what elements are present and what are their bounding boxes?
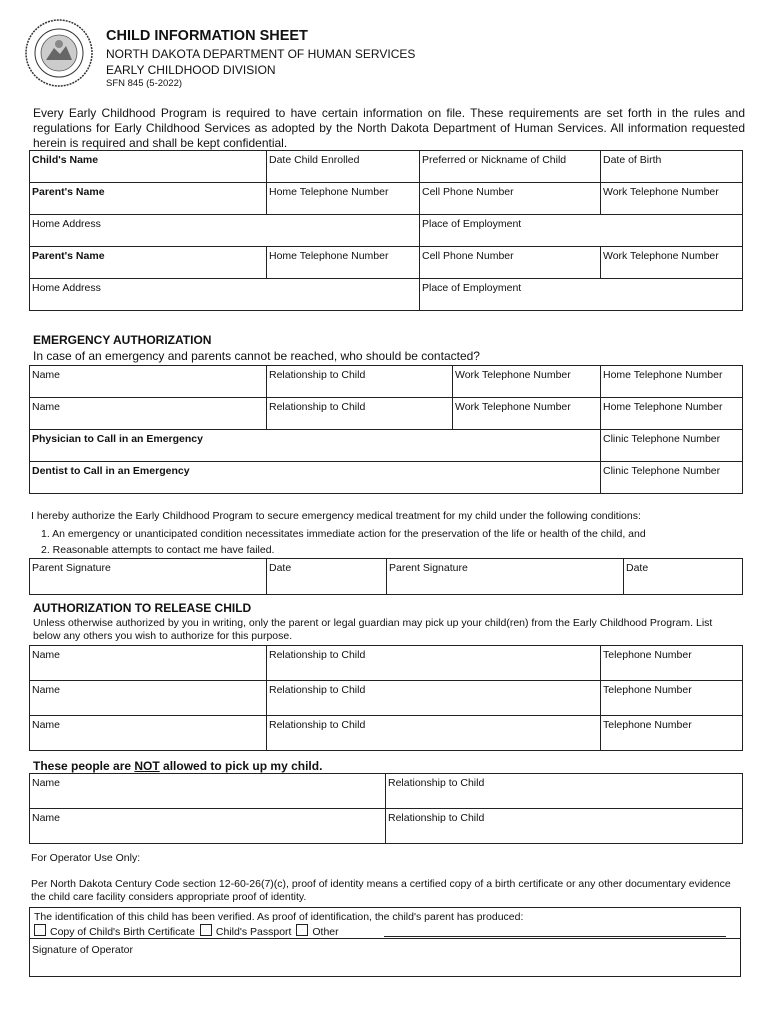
other-text-line[interactable]	[384, 936, 726, 937]
other-label: Other	[312, 926, 339, 938]
passport-label: Child's Passport	[215, 926, 292, 938]
release1-name-field[interactable]: Name	[30, 646, 267, 681]
release3-name-field[interactable]: Name	[30, 716, 267, 751]
nickname-field[interactable]: Preferred or Nickname of Child	[420, 151, 601, 183]
parent1-home-phone-field[interactable]: Home Telephone Number	[267, 183, 420, 215]
not-allowed-heading-not: NOT	[134, 759, 160, 773]
birth-cert-checkbox[interactable]	[34, 924, 46, 936]
not-allowed2-relationship-field[interactable]: Relationship to Child	[386, 809, 743, 844]
not-allowed-table	[29, 773, 743, 844]
release1-phone-field[interactable]: Telephone Number	[601, 646, 743, 681]
dob-field[interactable]: Date of Birth	[601, 151, 743, 183]
division-name: EARLY CHILDHOOD DIVISION	[106, 63, 276, 77]
emergency1-home-phone-field[interactable]: Home Telephone Number	[601, 366, 743, 398]
release2-relationship-field[interactable]: Relationship to Child	[267, 681, 601, 716]
parent2-signature-field[interactable]: Parent Signature	[387, 559, 624, 595]
verification-box	[29, 907, 741, 977]
parent1-work-phone-field[interactable]: Work Telephone Number	[601, 183, 743, 215]
release-text: Unless otherwise authorized by you in writing, only the parent or legal guardian may pick up your child(ren) from the Early Childhood Program. List below any others you wish to authorize for this purpose.	[33, 617, 713, 642]
passport-checkbox[interactable]	[200, 924, 212, 936]
parent2-date-field[interactable]: Date	[624, 559, 743, 595]
not-allowed-heading	[33, 759, 322, 773]
date-enrolled-field[interactable]: Date Child Enrolled	[267, 151, 420, 183]
release-heading: AUTHORIZATION TO RELEASE CHILD	[33, 601, 252, 615]
condition-2: 2. Reasonable attempts to contact me have failed.	[41, 544, 275, 556]
not-allowed1-relationship-field[interactable]: Relationship to Child	[386, 774, 743, 809]
medical-authorization-text: I hereby authorize the Early Childhood Program to secure emergency medical treatment for my child under the following conditions:	[31, 510, 641, 522]
physician-phone-field[interactable]: Clinic Telephone Number	[601, 430, 743, 462]
verified-text: The identification of this child has been verified. As proof of identification, the child's parent has produced:	[34, 911, 524, 923]
release-table	[29, 645, 743, 751]
parent2-employment-field[interactable]: Place of Employment	[420, 279, 743, 311]
parent2-work-phone-field[interactable]: Work Telephone Number	[601, 247, 743, 279]
verification-divider	[30, 938, 740, 939]
childs-name-field[interactable]: Child's Name	[30, 151, 267, 183]
not-allowed2-name-field[interactable]: Name	[30, 809, 386, 844]
parent2-home-phone-field[interactable]: Home Telephone Number	[267, 247, 420, 279]
department-name: NORTH DAKOTA DEPARTMENT OF HUMAN SERVICES	[106, 47, 416, 61]
release2-phone-field[interactable]: Telephone Number	[601, 681, 743, 716]
parent2-cell-phone-field[interactable]: Cell Phone Number	[420, 247, 601, 279]
parent2-name-field[interactable]: Parent's Name	[30, 247, 267, 279]
emergency-heading: EMERGENCY AUTHORIZATION	[33, 333, 212, 347]
release3-relationship-field[interactable]: Relationship to Child	[267, 716, 601, 751]
emergency1-name-field[interactable]: Name	[30, 366, 267, 398]
physician-field[interactable]: Physician to Call in an Emergency	[30, 430, 601, 462]
parent1-date-field[interactable]: Date	[267, 559, 387, 595]
other-checkbox[interactable]	[296, 924, 308, 936]
emergency2-home-phone-field[interactable]: Home Telephone Number	[601, 398, 743, 430]
state-seal-icon	[24, 18, 94, 88]
release3-phone-field[interactable]: Telephone Number	[601, 716, 743, 751]
operator-law-text: Per North Dakota Century Code section 12-60-26(7)(c), proof of identity means a certified copy of a birth certificate or any other documentary evidence the child care facility considers appropriate proof of identity.	[31, 878, 731, 903]
parent1-address-field[interactable]: Home Address	[30, 215, 420, 247]
birth-cert-label: Copy of Child's Birth Certificate	[50, 926, 195, 938]
emergency1-work-phone-field[interactable]: Work Telephone Number	[453, 366, 601, 398]
dentist-phone-field[interactable]: Clinic Telephone Number	[601, 462, 743, 494]
parent2-address-field[interactable]: Home Address	[30, 279, 420, 311]
signature-table	[29, 558, 743, 595]
release2-name-field[interactable]: Name	[30, 681, 267, 716]
emergency2-relationship-field[interactable]: Relationship to Child	[267, 398, 453, 430]
condition-1: 1. An emergency or unanticipated condition necessitates immediate action for the preservation of the life or health of the child, and	[41, 528, 646, 540]
form-number: SFN 845 (5-2022)	[106, 78, 183, 89]
parent1-cell-phone-field[interactable]: Cell Phone Number	[420, 183, 601, 215]
parent1-employment-field[interactable]: Place of Employment	[420, 215, 743, 247]
id-options	[32, 924, 339, 939]
emergency1-relationship-field[interactable]: Relationship to Child	[267, 366, 453, 398]
intro-text: Every Early Childhood Program is required to have certain information on file. These requirements are set forth in the rules and regulations for Early Childhood Services as adopted by the North Dakota Department of Human Services. All information requested herein is required and shall be kept confidential.	[33, 106, 745, 150]
parent1-name-field[interactable]: Parent's Name	[30, 183, 267, 215]
operator-signature-field[interactable]: Signature of Operator	[32, 944, 133, 956]
emergency-question: In case of an emergency and parents cannot be reached, who should be contacted?	[33, 349, 480, 363]
not-allowed-heading-pre: These people are	[33, 759, 135, 773]
emergency2-name-field[interactable]: Name	[30, 398, 267, 430]
release1-relationship-field[interactable]: Relationship to Child	[267, 646, 601, 681]
emergency-table	[29, 365, 743, 494]
not-allowed1-name-field[interactable]: Name	[30, 774, 386, 809]
dentist-field[interactable]: Dentist to Call in an Emergency	[30, 462, 601, 494]
emergency2-work-phone-field[interactable]: Work Telephone Number	[453, 398, 601, 430]
parent1-signature-field[interactable]: Parent Signature	[30, 559, 267, 595]
child-info-table	[29, 150, 743, 311]
operator-heading: For Operator Use Only:	[31, 852, 141, 864]
form-title: CHILD INFORMATION SHEET	[106, 28, 308, 44]
not-allowed-heading-post: allowed to pick up my child.	[159, 759, 323, 773]
